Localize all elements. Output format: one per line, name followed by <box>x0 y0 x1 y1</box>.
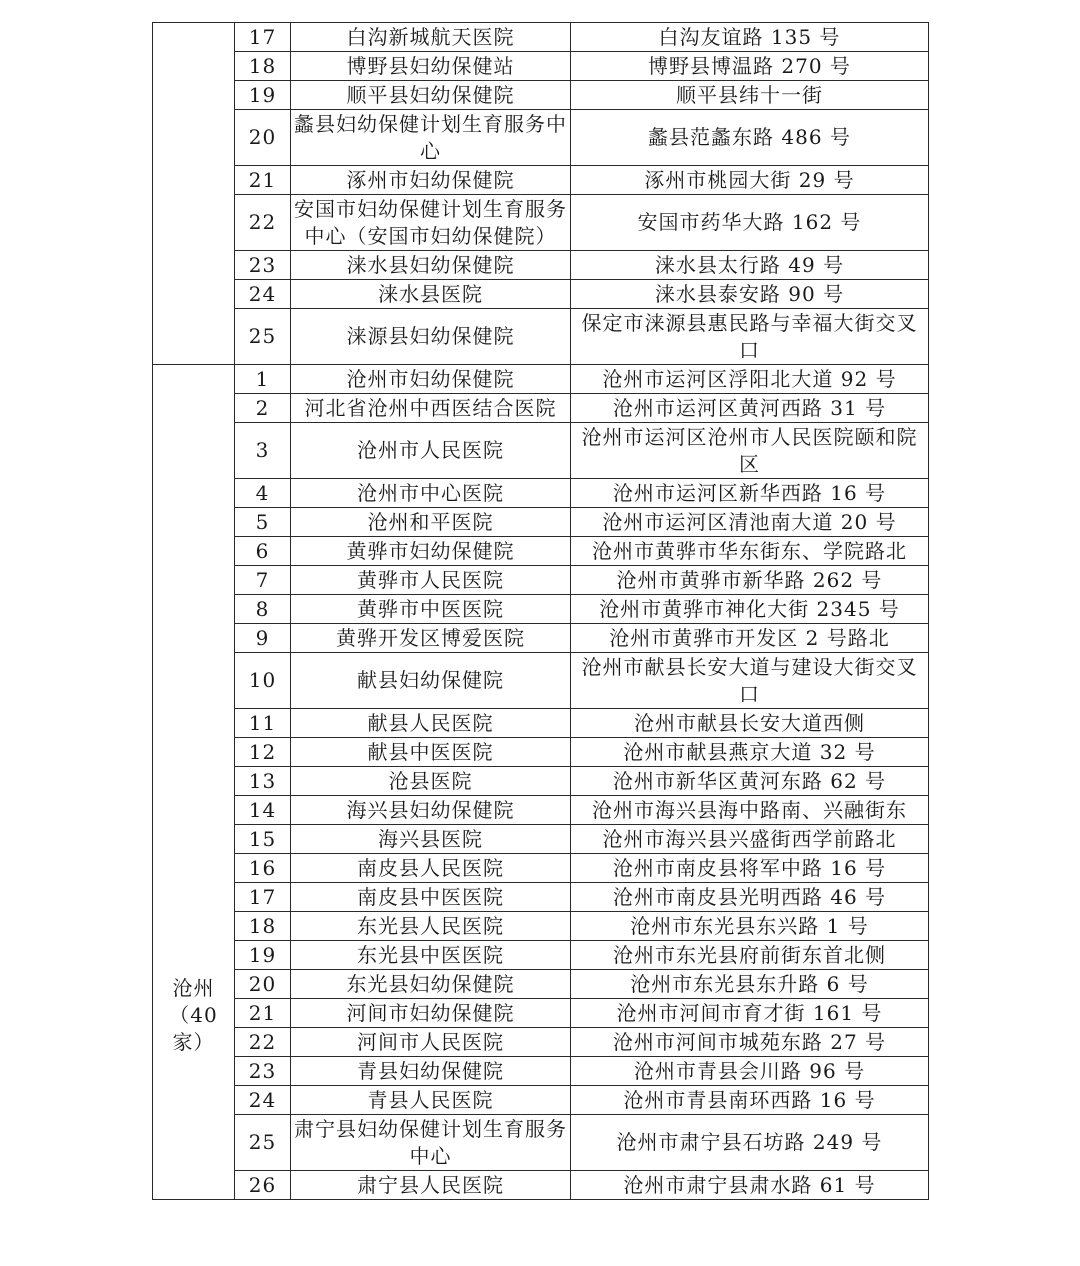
table-row <box>153 195 929 251</box>
table-row <box>153 81 929 110</box>
hospital-name: 黄骅开发区博爱医院 <box>291 624 571 653</box>
row-number: 18 <box>235 912 291 941</box>
hospital-name: 安国市妇幼保健计划生育服务中心（安国市妇幼保健院） <box>291 195 571 251</box>
hospital-address: 沧州市南皮县光明西路 46 号 <box>571 883 929 912</box>
hospital-name: 顺平县妇幼保健院 <box>291 81 571 110</box>
hospital-address: 沧州市南皮县将军中路 16 号 <box>571 854 929 883</box>
hospital-address: 涞水县泰安路 90 号 <box>571 280 929 309</box>
table-row <box>153 394 929 423</box>
hospital-address: 沧州市青县南环西路 16 号 <box>571 1086 929 1115</box>
hospital-name: 河间市人民医院 <box>291 1028 571 1057</box>
table-row <box>153 653 929 709</box>
city-cell-cangzhou <box>153 365 235 1200</box>
hospital-address: 涿州市桃园大街 29 号 <box>571 166 929 195</box>
hospital-address: 沧州市肃宁县石坊路 249 号 <box>571 1115 929 1171</box>
table-row <box>153 595 929 624</box>
table-row <box>153 767 929 796</box>
city-count: （40家） <box>169 1003 218 1054</box>
hospital-address: 涞水县太行路 49 号 <box>571 251 929 280</box>
table-row <box>153 1171 929 1200</box>
hospital-address: 沧州市运河区沧州市人民医院颐和院区 <box>571 423 929 479</box>
hospital-name: 沧州和平医院 <box>291 508 571 537</box>
hospital-name: 肃宁县妇幼保健计划生育服务中心 <box>291 1115 571 1171</box>
hospital-address: 博野县博温路 270 号 <box>571 52 929 81</box>
hospital-name: 博野县妇幼保健站 <box>291 52 571 81</box>
table-row <box>153 624 929 653</box>
row-number: 7 <box>235 566 291 595</box>
row-number: 15 <box>235 825 291 854</box>
hospital-address: 沧州市黄骅市新华路 262 号 <box>571 566 929 595</box>
hospital-name: 黄骅市妇幼保健院 <box>291 537 571 566</box>
hospital-table <box>152 22 929 1200</box>
hospital-name: 海兴县医院 <box>291 825 571 854</box>
hospital-address: 沧州市肃宁县肃水路 61 号 <box>571 1171 929 1200</box>
table-row <box>153 999 929 1028</box>
row-number: 11 <box>235 709 291 738</box>
row-number: 20 <box>235 110 291 166</box>
table-row <box>153 912 929 941</box>
row-number: 12 <box>235 738 291 767</box>
row-number: 18 <box>235 52 291 81</box>
hospital-name: 沧县医院 <box>291 767 571 796</box>
row-number: 1 <box>235 365 291 394</box>
row-number: 20 <box>235 970 291 999</box>
hospital-name: 献县中医医院 <box>291 738 571 767</box>
hospital-address: 沧州市运河区黄河西路 31 号 <box>571 394 929 423</box>
hospital-address: 沧州市东光县府前街东首北侧 <box>571 941 929 970</box>
hospital-address: 白沟友谊路 135 号 <box>571 23 929 52</box>
hospital-address: 沧州市黄骅市华东街东、学院路北 <box>571 537 929 566</box>
table-row <box>153 970 929 999</box>
hospital-name: 肃宁县人民医院 <box>291 1171 571 1200</box>
hospital-name: 涞水县妇幼保健院 <box>291 251 571 280</box>
table-row <box>153 566 929 595</box>
hospital-name: 河间市妇幼保健院 <box>291 999 571 1028</box>
city-name: 沧州 <box>172 976 215 1000</box>
row-number: 2 <box>235 394 291 423</box>
row-number: 22 <box>235 1028 291 1057</box>
row-number: 9 <box>235 624 291 653</box>
hospital-address: 沧州市黄骅市神化大街 2345 号 <box>571 595 929 624</box>
hospital-address: 沧州市海兴县兴盛街西学前路北 <box>571 825 929 854</box>
row-number: 17 <box>235 23 291 52</box>
hospital-name: 青县妇幼保健院 <box>291 1057 571 1086</box>
hospital-address: 保定市涞源县惠民路与幸福大街交叉口 <box>571 309 929 365</box>
hospital-address: 沧州市运河区浮阳北大道 92 号 <box>571 365 929 394</box>
table-row <box>153 1028 929 1057</box>
row-number: 22 <box>235 195 291 251</box>
row-number: 14 <box>235 796 291 825</box>
row-number: 4 <box>235 479 291 508</box>
hospital-name: 东光县中医医院 <box>291 941 571 970</box>
hospital-address: 沧州市东光县东兴路 1 号 <box>571 912 929 941</box>
row-number: 25 <box>235 309 291 365</box>
table-row <box>153 479 929 508</box>
table-row <box>153 941 929 970</box>
hospital-table-body <box>153 23 929 1200</box>
table-row <box>153 738 929 767</box>
hospital-name: 献县人民医院 <box>291 709 571 738</box>
hospital-name: 沧州市妇幼保健院 <box>291 365 571 394</box>
row-number: 17 <box>235 883 291 912</box>
row-number: 16 <box>235 854 291 883</box>
hospital-address: 沧州市运河区新华西路 16 号 <box>571 479 929 508</box>
table-row <box>153 365 929 394</box>
row-number: 10 <box>235 653 291 709</box>
row-number: 6 <box>235 537 291 566</box>
hospital-name: 沧州市中心医院 <box>291 479 571 508</box>
hospital-address: 沧州市黄骅市开发区 2 号路北 <box>571 624 929 653</box>
hospital-name: 河北省沧州中西医结合医院 <box>291 394 571 423</box>
row-number: 26 <box>235 1171 291 1200</box>
hospital-address: 沧州市青县会川路 96 号 <box>571 1057 929 1086</box>
hospital-name: 南皮县中医医院 <box>291 883 571 912</box>
hospital-address: 沧州市海兴县海中路南、兴融街东 <box>571 796 929 825</box>
hospital-name: 东光县人民医院 <box>291 912 571 941</box>
hospital-address: 蠡县范蠡东路 486 号 <box>571 110 929 166</box>
hospital-address: 沧州市东光县东升路 6 号 <box>571 970 929 999</box>
city-cell-baoding <box>153 23 235 365</box>
row-number: 23 <box>235 251 291 280</box>
row-number: 24 <box>235 280 291 309</box>
row-number: 25 <box>235 1115 291 1171</box>
hospital-address: 沧州市献县燕京大道 32 号 <box>571 738 929 767</box>
hospital-address: 沧州市献县长安大道西侧 <box>571 709 929 738</box>
table-row <box>153 1115 929 1171</box>
table-row <box>153 883 929 912</box>
row-number: 5 <box>235 508 291 537</box>
table-row <box>153 508 929 537</box>
row-number: 3 <box>235 423 291 479</box>
table-row <box>153 709 929 738</box>
row-number: 21 <box>235 999 291 1028</box>
hospital-address: 沧州市献县长安大道与建设大街交叉口 <box>571 653 929 709</box>
table-row <box>153 1057 929 1086</box>
row-number: 13 <box>235 767 291 796</box>
hospital-address: 安国市药华大路 162 号 <box>571 195 929 251</box>
hospital-address: 沧州市河间市育才街 161 号 <box>571 999 929 1028</box>
row-number: 21 <box>235 166 291 195</box>
table-row <box>153 251 929 280</box>
table-row <box>153 825 929 854</box>
table-row <box>153 52 929 81</box>
hospital-address: 沧州市河间市城苑东路 27 号 <box>571 1028 929 1057</box>
hospital-address: 沧州市新华区黄河东路 62 号 <box>571 767 929 796</box>
table-row <box>153 1086 929 1115</box>
hospital-name: 涞水县医院 <box>291 280 571 309</box>
hospital-address: 沧州市运河区清池南大道 20 号 <box>571 508 929 537</box>
hospital-name: 青县人民医院 <box>291 1086 571 1115</box>
table-row <box>153 309 929 365</box>
table-row <box>153 110 929 166</box>
table-row <box>153 854 929 883</box>
hospital-name: 黄骅市中医医院 <box>291 595 571 624</box>
row-number: 19 <box>235 81 291 110</box>
row-number: 8 <box>235 595 291 624</box>
hospital-name: 献县妇幼保健院 <box>291 653 571 709</box>
hospital-name: 南皮县人民医院 <box>291 854 571 883</box>
hospital-address: 顺平县纬十一街 <box>571 81 929 110</box>
table-row <box>153 280 929 309</box>
hospital-name: 黄骅市人民医院 <box>291 566 571 595</box>
hospital-name: 东光县妇幼保健院 <box>291 970 571 999</box>
hospital-name: 涿州市妇幼保健院 <box>291 166 571 195</box>
row-number: 24 <box>235 1086 291 1115</box>
table-row <box>153 166 929 195</box>
table-row <box>153 23 929 52</box>
table-row <box>153 537 929 566</box>
hospital-name: 白沟新城航天医院 <box>291 23 571 52</box>
row-number: 23 <box>235 1057 291 1086</box>
hospital-name: 沧州市人民医院 <box>291 423 571 479</box>
hospital-name: 涞源县妇幼保健院 <box>291 309 571 365</box>
hospital-name: 海兴县妇幼保健院 <box>291 796 571 825</box>
hospital-name: 蠡县妇幼保健计划生育服务中心 <box>291 110 571 166</box>
table-row <box>153 796 929 825</box>
row-number: 19 <box>235 941 291 970</box>
table-row <box>153 423 929 479</box>
